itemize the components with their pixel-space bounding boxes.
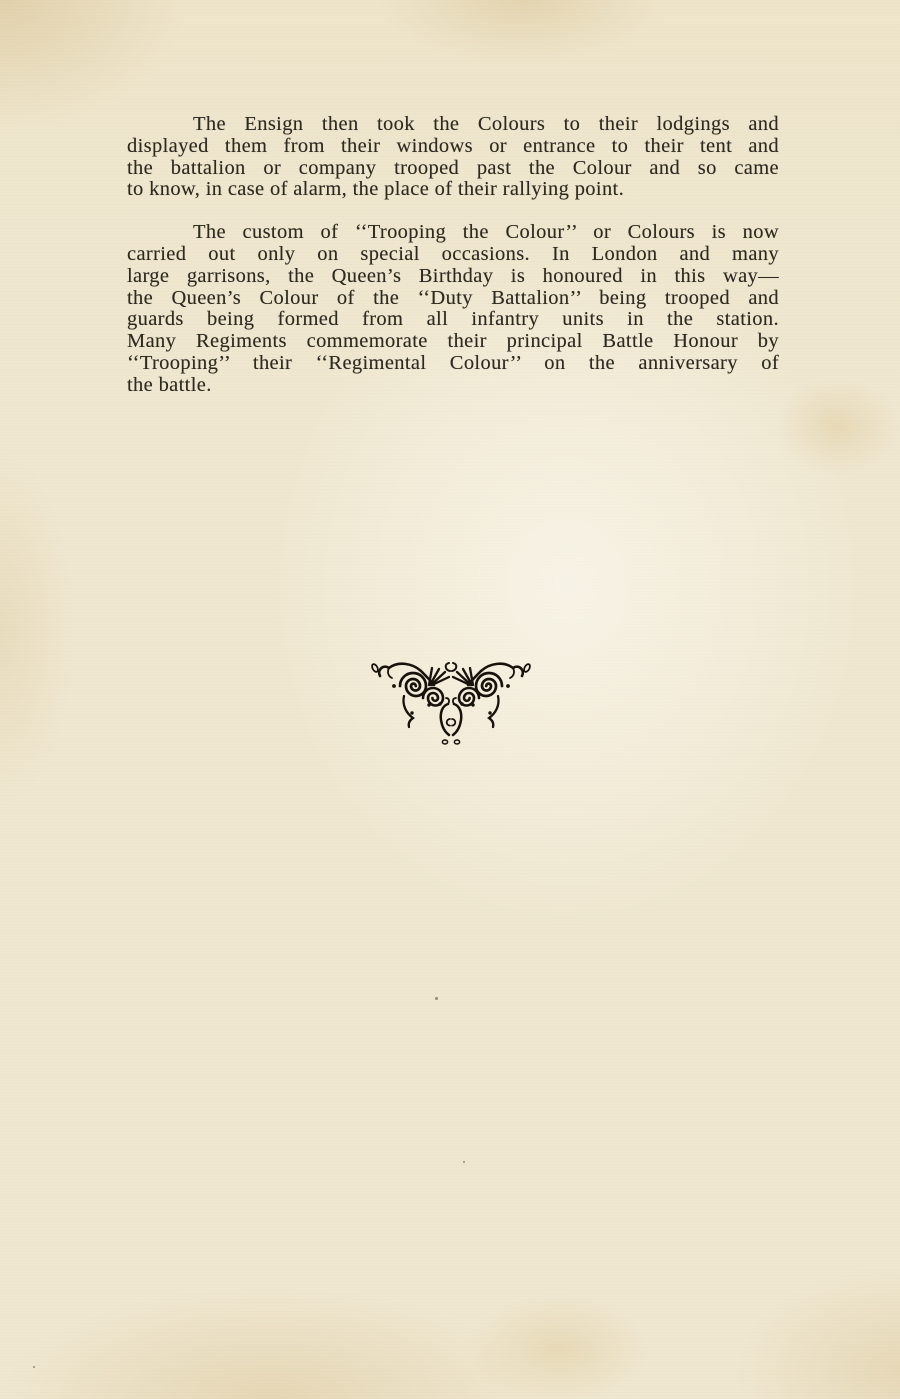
paragraph [127,114,779,201]
text-line: carried out only on special occasions. In London and many [127,243,779,265]
paper-speck [463,1161,465,1163]
text-line: to know, in case of alarm, the place of their rallying point. [127,179,625,201]
text-line: guards being formed from all infantry units in the station. [127,309,779,331]
text-line: The custom of ‘‘Trooping the Colour’’ or Colours is now [193,222,779,244]
text-line: the Queen’s Colour of the ‘‘Duty Battalion’’ being trooped and [127,287,779,309]
text-line: the battle. [127,374,212,396]
text-line: displayed them from their windows or entrance to their tent and [127,135,779,157]
text-line: Many Regiments commemorate their principal Battle Honour by [127,331,779,353]
paper-speck [33,1366,35,1368]
text-line: large garrisons, the Queen’s Birthday is honoured in this way— [127,265,779,287]
paragraph [127,222,779,396]
paper-speck [435,997,438,1000]
text-line: the battalion or company trooped past the Colour and so came [127,157,779,179]
text-line: ‘‘Trooping’’ their ‘‘Regimental Colour’’ on the anniversary of [127,352,779,374]
text-line: The Ensign then took the Colours to their lodgings and [193,114,779,135]
printers-ornament-icon [368,655,534,747]
page-text [127,114,779,397]
